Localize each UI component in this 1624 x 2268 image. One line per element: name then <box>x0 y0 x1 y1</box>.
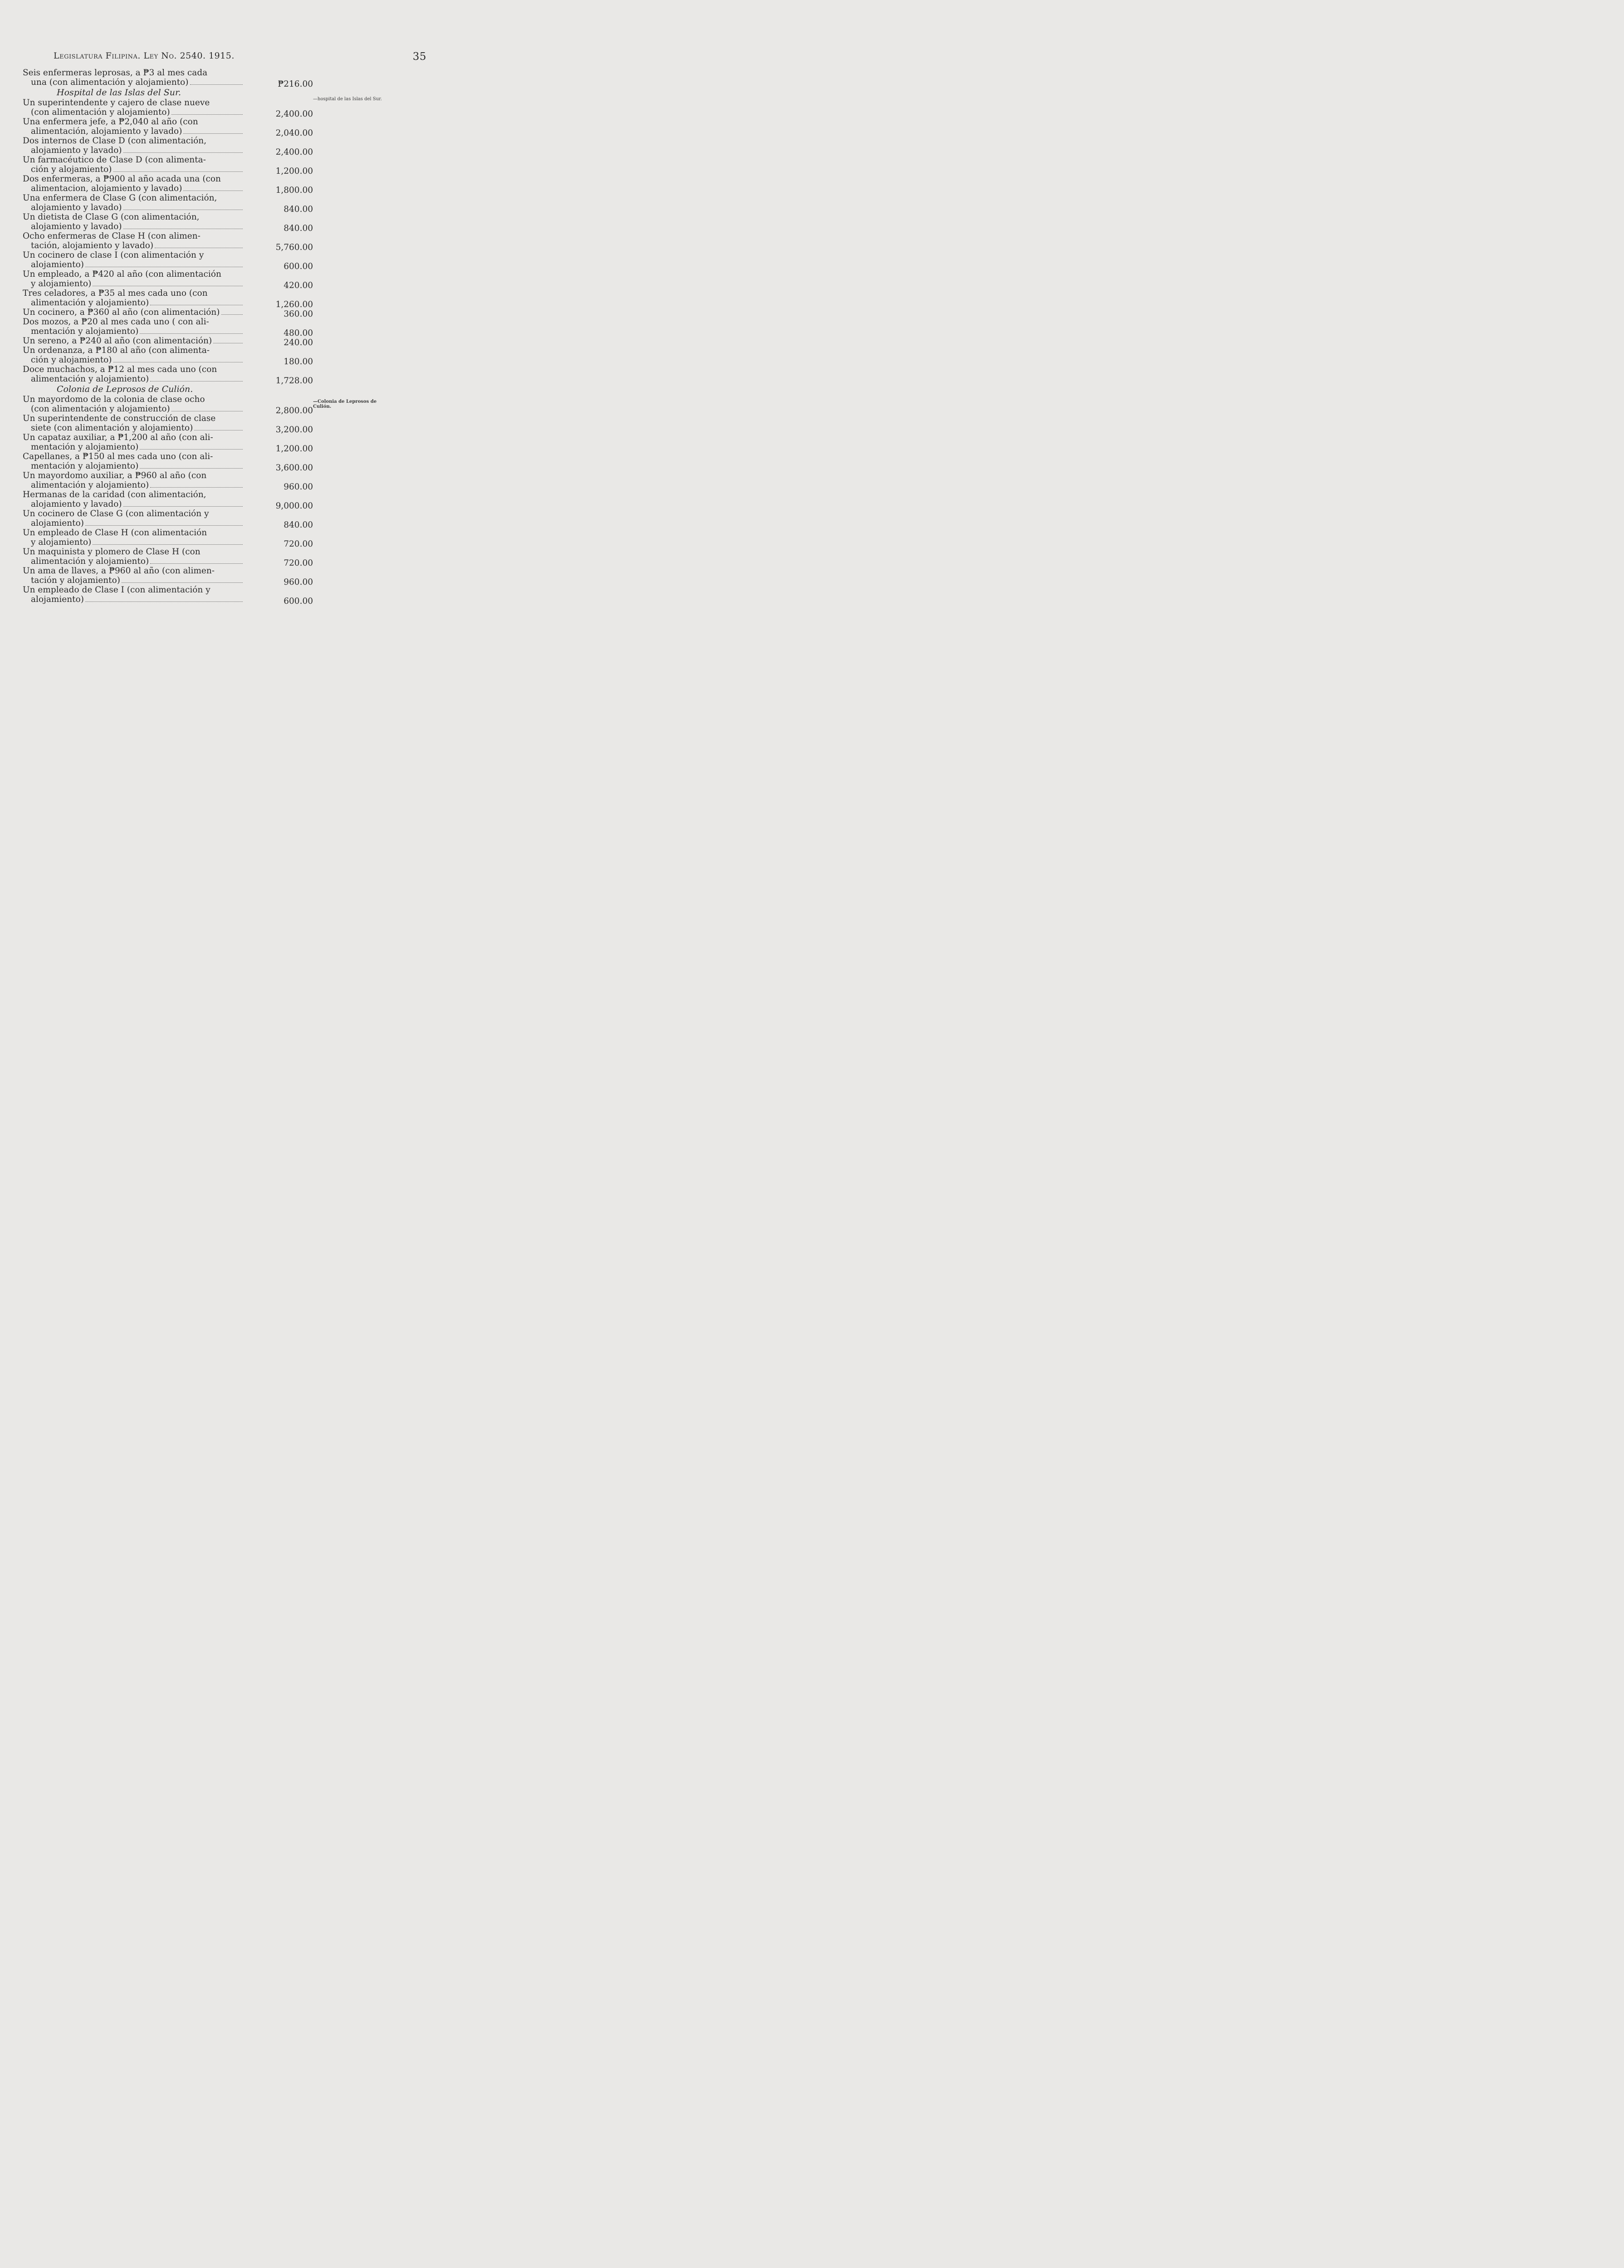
description-text: alojamiento y lavado) <box>31 499 122 509</box>
description-text: Un superintendente de construcción de clase <box>23 414 216 423</box>
line-item <box>23 566 313 585</box>
line-item-amount: 600.00 <box>284 262 313 271</box>
line-item-description <box>23 547 247 566</box>
dot-leader <box>85 525 243 526</box>
description-line <box>23 308 247 317</box>
description-line <box>23 452 247 461</box>
dot-leader <box>221 314 243 315</box>
description-text: Un capataz auxiliar, a ₱1,200 al año (con ali- <box>23 433 213 442</box>
description-text: ción y alojamiento) <box>31 355 112 365</box>
description-line <box>23 250 247 260</box>
description-line <box>23 288 247 298</box>
line-item <box>23 231 313 250</box>
line-item-description <box>23 117 247 136</box>
line-item <box>23 308 313 317</box>
line-item-description <box>23 231 247 250</box>
line-item-amount: 360.00 <box>284 309 313 319</box>
description-text: Un empleado de Clase I (con alimentación y <box>23 585 210 595</box>
description-line <box>23 298 247 308</box>
running-title: Legislatura Filipina. Ley No. 2540. 1915. <box>54 51 235 61</box>
description-text: Dos mozos, a ₱20 al mes cada uno ( con ali- <box>23 317 209 327</box>
description-text: (con alimentación y alojamiento) <box>31 108 170 117</box>
description-text: Un sereno, a ₱240 al año (con alimentación) <box>23 336 212 346</box>
description-line <box>23 585 247 595</box>
line-item <box>23 452 313 471</box>
line-item-amount: 420.00 <box>284 281 313 290</box>
page-number: 35 <box>412 51 426 63</box>
description-text: alojamiento) <box>31 595 84 604</box>
page-header <box>54 51 426 64</box>
line-item-description <box>23 98 247 117</box>
line-item <box>23 98 313 117</box>
margin-note-hospital: —hospital de las Islas del Sur. <box>313 97 382 102</box>
line-item-amount: 2,800.00 <box>275 406 313 415</box>
description-line <box>23 127 247 136</box>
line-item-description <box>23 193 247 212</box>
description-text: Un maquinista y plomero de Clase H (con <box>23 547 201 557</box>
description-text: alimentación, alojamiento y lavado) <box>31 127 182 136</box>
description-text: Un empleado de Clase H (con alimentación <box>23 528 207 538</box>
description-text: Un cocinero de clase I (con alimentación y <box>23 250 204 260</box>
line-item <box>23 136 313 155</box>
line-item-description <box>23 308 247 317</box>
description-text: ción y alojamiento) <box>31 165 112 174</box>
description-line <box>23 404 247 414</box>
description-text: alojamiento y lavado) <box>31 222 122 231</box>
line-item-amount: 840.00 <box>284 224 313 233</box>
line-item-description <box>23 155 247 174</box>
line-item <box>23 317 313 336</box>
line-item-amount: 2,400.00 <box>275 147 313 157</box>
description-line <box>23 269 247 279</box>
description-text: Una enfermera de Clase G (con alimentación, <box>23 193 217 203</box>
description-text: tación, alojamiento y lavado) <box>31 241 154 250</box>
description-line <box>23 98 247 108</box>
line-item <box>23 365 313 384</box>
line-item <box>23 395 313 414</box>
description-line <box>23 576 247 585</box>
description-text: Un farmacéutico de Clase D (con alimenta- <box>23 155 206 165</box>
description-text: Ocho enfermeras de Clase H (con alimen- <box>23 231 201 241</box>
dot-leader <box>140 468 243 469</box>
description-text: alojamiento) <box>31 518 84 528</box>
line-item <box>23 509 313 528</box>
line-item <box>23 336 313 346</box>
description-line <box>23 117 247 127</box>
description-line <box>23 528 247 538</box>
description-text: Un mayordomo de la colonia de clase ocho <box>23 395 205 404</box>
line-item <box>23 528 313 547</box>
line-item-amount: ₱216.00 <box>278 79 313 89</box>
margin-note-culion: —Colonia de Leprosos de Culión. <box>313 399 377 409</box>
line-item-description <box>23 68 247 87</box>
description-text: alojamiento) <box>31 260 84 269</box>
description-line <box>23 414 247 423</box>
description-text: alimentación y alojamiento) <box>31 480 149 490</box>
dot-leader <box>150 563 243 564</box>
description-line <box>23 499 247 509</box>
line-item-amount: 1,200.00 <box>275 444 313 454</box>
line-item <box>23 471 313 490</box>
description-line <box>23 184 247 193</box>
line-item-amount: 840.00 <box>284 205 313 214</box>
line-item <box>23 269 313 288</box>
description-line <box>23 222 247 231</box>
description-line <box>23 374 247 384</box>
description-line <box>23 108 247 117</box>
dot-leader <box>140 449 243 450</box>
line-item-description <box>23 433 247 452</box>
description-line <box>23 461 247 471</box>
line-item-amount: 3,200.00 <box>275 425 313 435</box>
description-text: alimentación y alojamiento) <box>31 374 149 384</box>
description-text: Un dietista de Clase G (con alimentación, <box>23 212 200 222</box>
line-item-amount: 840.00 <box>284 520 313 530</box>
dot-leader <box>85 601 243 602</box>
dot-leader <box>190 84 243 85</box>
line-item-description <box>23 471 247 490</box>
line-item-description <box>23 528 247 547</box>
line-item-description <box>23 212 247 231</box>
description-text: alimentación y alojamiento) <box>31 557 149 566</box>
description-line <box>23 174 247 184</box>
line-item <box>23 547 313 566</box>
description-line <box>23 193 247 203</box>
dot-leader <box>113 171 243 172</box>
description-text: Un ama de llaves, a ₱960 al año (con alimen- <box>23 566 215 576</box>
description-line <box>23 212 247 222</box>
line-item-description <box>23 174 247 193</box>
line-item-description <box>23 566 247 585</box>
line-item <box>23 68 313 87</box>
dot-leader <box>123 209 243 210</box>
dot-leader <box>171 114 243 115</box>
description-text: Un cocinero, a ₱360 al año (con alimentación) <box>23 308 220 317</box>
line-item-amount: 720.00 <box>284 539 313 549</box>
line-item-description <box>23 136 247 155</box>
line-item <box>23 193 313 212</box>
line-item <box>23 174 313 193</box>
line-item-description <box>23 336 247 346</box>
description-text: tación y alojamiento) <box>31 576 120 585</box>
description-line <box>23 241 247 250</box>
line-item <box>23 212 313 231</box>
line-item <box>23 346 313 365</box>
line-item-amount: 720.00 <box>284 558 313 568</box>
description-text: y alojamiento) <box>31 538 92 547</box>
line-item <box>23 414 313 433</box>
description-line <box>23 365 247 374</box>
description-line <box>23 317 247 327</box>
description-line <box>23 442 247 452</box>
line-item-description <box>23 395 247 414</box>
line-item-amount: 480.00 <box>284 328 313 338</box>
description-text: alimentación y alojamiento) <box>31 298 149 308</box>
description-line <box>23 557 247 566</box>
line-item-amount: 1,200.00 <box>275 166 313 176</box>
line-item <box>23 250 313 269</box>
dot-leader <box>123 506 243 507</box>
description-text: y alojamiento) <box>31 279 92 288</box>
line-item-description <box>23 585 247 604</box>
description-text: Capellanes, a ₱150 al mes cada uno (con ali- <box>23 452 213 461</box>
dot-leader <box>150 304 243 305</box>
description-line <box>23 327 247 336</box>
description-text: Una enfermera jefe, a ₱2,040 al año (con <box>23 117 198 127</box>
appropriation-list <box>23 68 313 604</box>
description-text: Doce muchachos, a ₱12 al mes cada uno (con <box>23 365 217 374</box>
description-line <box>23 566 247 576</box>
line-item <box>23 433 313 452</box>
description-line <box>23 346 247 355</box>
section-heading: Hospital de las Islas del Sur. <box>57 88 181 98</box>
description-text: Hermanas de la caridad (con alimentación, <box>23 490 206 499</box>
line-item-description <box>23 288 247 308</box>
dot-leader <box>183 190 243 191</box>
line-item <box>23 155 313 174</box>
dot-leader <box>93 544 243 545</box>
line-item <box>23 117 313 136</box>
description-text: Un cocinero de Clase G (con alimentación y <box>23 509 209 518</box>
dot-leader <box>150 487 243 488</box>
description-line <box>23 260 247 269</box>
description-text: Un ordenanza, a ₱180 al año (con alimenta- <box>23 346 210 355</box>
description-text: mentación y alojamiento) <box>31 442 139 452</box>
line-item-amount: 1,800.00 <box>275 186 313 195</box>
section-heading: Colonia de Leprosos de Culión. <box>57 384 193 394</box>
line-item-description <box>23 452 247 471</box>
description-line <box>23 68 247 78</box>
description-text: siete (con alimentación y alojamiento) <box>31 423 193 433</box>
line-item-description <box>23 509 247 528</box>
description-line <box>23 490 247 499</box>
line-item-amount: 5,760.00 <box>275 243 313 252</box>
dot-leader <box>93 285 243 286</box>
line-item-amount: 960.00 <box>284 577 313 587</box>
description-line <box>23 509 247 518</box>
line-item-amount: 240.00 <box>284 338 313 347</box>
description-text: Un mayordomo auxiliar, a ₱960 al año (con <box>23 471 207 480</box>
description-line <box>23 231 247 241</box>
description-text: Tres celadores, a ₱35 al mes cada uno (con <box>23 288 208 298</box>
line-item-amount: 1,260.00 <box>275 300 313 309</box>
description-line <box>23 595 247 604</box>
description-line <box>23 395 247 404</box>
description-line <box>23 146 247 155</box>
line-item-description <box>23 365 247 384</box>
description-line <box>23 203 247 212</box>
dot-leader <box>213 342 243 343</box>
dot-leader <box>183 133 243 134</box>
description-text: Un superintendente y cajero de clase nueve <box>23 98 210 108</box>
line-item-amount: 180.00 <box>284 357 313 367</box>
line-item-amount: 1,728.00 <box>275 376 313 386</box>
description-text: Un empleado, a ₱420 al año (con alimentación <box>23 269 221 279</box>
description-text: una (con alimentación y alojamiento) <box>31 78 189 87</box>
line-item-amount: 600.00 <box>284 596 313 606</box>
line-item-description <box>23 346 247 365</box>
description-line <box>23 355 247 365</box>
line-item-description <box>23 414 247 433</box>
document-page <box>0 0 450 711</box>
line-item-description <box>23 269 247 288</box>
description-text: Dos enfermeras, a ₱900 al año acada una (con <box>23 174 221 184</box>
description-line <box>23 336 247 346</box>
description-text: alojamiento y lavado) <box>31 146 122 155</box>
description-line <box>23 433 247 442</box>
description-line <box>23 471 247 480</box>
description-text: mentación y alojamiento) <box>31 461 139 471</box>
description-line <box>23 136 247 146</box>
description-line <box>23 78 247 87</box>
line-item-description <box>23 250 247 269</box>
dot-leader <box>140 333 243 334</box>
description-text: Seis enfermeras leprosas, a ₱3 al mes cada <box>23 68 208 78</box>
description-text: alimentacion, alojamiento y lavado) <box>31 184 182 193</box>
description-line <box>23 547 247 557</box>
description-line <box>23 480 247 490</box>
dot-leader <box>122 582 243 583</box>
description-line <box>23 518 247 528</box>
description-line <box>23 155 247 165</box>
dot-leader <box>123 152 243 153</box>
line-item <box>23 288 313 308</box>
line-item <box>23 585 313 604</box>
line-item-amount: 2,400.00 <box>275 109 313 119</box>
description-text: mentación y alojamiento) <box>31 327 139 336</box>
description-text: (con alimentación y alojamiento) <box>31 404 170 414</box>
dot-leader <box>123 228 243 229</box>
line-item-amount: 2,040.00 <box>275 128 313 138</box>
line-item-description <box>23 317 247 336</box>
description-line <box>23 423 247 433</box>
line-item-description <box>23 490 247 509</box>
description-text: alojamiento y lavado) <box>31 203 122 212</box>
line-item-amount: 9,000.00 <box>275 501 313 511</box>
dot-leader <box>155 247 243 248</box>
description-line <box>23 538 247 547</box>
line-item-amount: 960.00 <box>284 482 313 492</box>
line-item <box>23 490 313 509</box>
description-line <box>23 165 247 174</box>
line-item-amount: 3,600.00 <box>275 463 313 473</box>
description-text: Dos internos de Clase D (con alimentación, <box>23 136 207 146</box>
dot-leader <box>85 266 243 267</box>
description-line <box>23 279 247 288</box>
